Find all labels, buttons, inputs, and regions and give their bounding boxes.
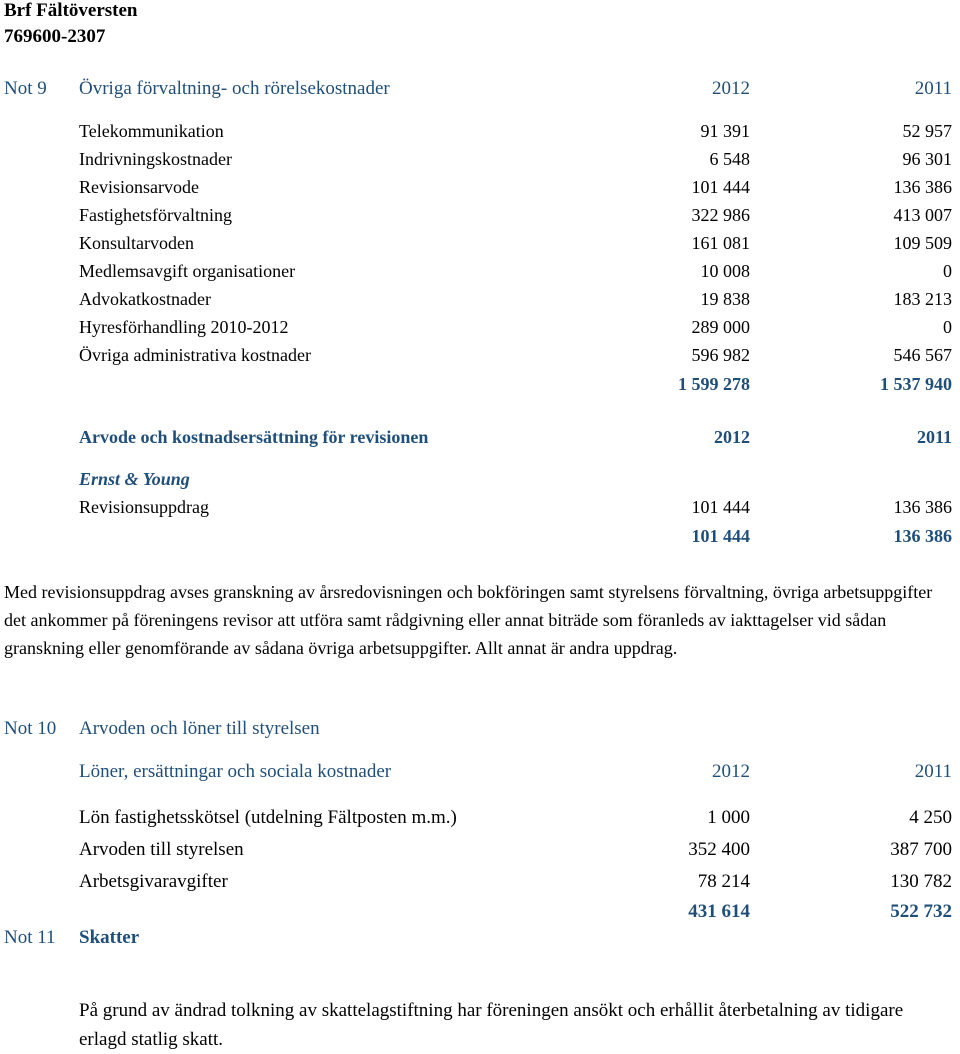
table-row-label: Lön fastighetsskötsel (utdelning Fältposten m.m.)	[79, 807, 457, 828]
table-row-2012: 322 986	[691, 205, 750, 225]
table-row-label: Fastighetsförvaltning	[79, 205, 232, 225]
table-row-2012: 91 391	[700, 121, 750, 141]
note-10-total-2011: 522 732	[890, 901, 952, 922]
audit-total-2012: 101 444	[691, 526, 750, 546]
table-row-2011: 0	[943, 261, 952, 281]
organization-number: 769600-2307	[4, 26, 106, 47]
table-row-2012: 101 444	[691, 177, 750, 197]
table-row-2011: 109 509	[893, 233, 952, 253]
table-row-2011: 130 782	[890, 871, 952, 892]
note-10-col-2011: 2011	[914, 761, 952, 782]
note-9-number: Not 9	[4, 78, 47, 99]
table-row-label: Arbetsgivaravgifter	[79, 871, 228, 892]
table-row-2012: 1 000	[707, 807, 750, 828]
note-9-total-2012: 1 599 278	[678, 374, 750, 394]
note-10-subtitle: Löner, ersättningar och sociala kostnader	[79, 761, 392, 782]
note-10-col-2012: 2012	[712, 761, 750, 782]
audit-section-title: Arvode och kostnadsersättning för revisionen	[79, 427, 429, 447]
table-row-label: Advokatkostnader	[79, 289, 211, 309]
table-row-2011: 4 250	[909, 807, 952, 828]
table-row-label: Arvoden till styrelsen	[79, 839, 244, 860]
table-row-2012: 596 982	[691, 345, 750, 365]
table-row-2011: 387 700	[890, 839, 952, 860]
table-row-2011: 136 386	[893, 177, 952, 197]
table-row-label: Hyresförhandling 2010-2012	[79, 317, 289, 337]
note-9-col-2012: 2012	[712, 78, 750, 99]
note-11-title: Skatter	[79, 927, 140, 948]
table-row-2011: 0	[943, 317, 952, 337]
note-10-number: Not 10	[4, 718, 57, 739]
table-row-2011: 413 007	[893, 205, 952, 225]
audit-total-2011: 136 386	[893, 526, 952, 546]
table-row-label: Revisionsarvode	[79, 177, 199, 197]
table-row-2012: 161 081	[691, 233, 750, 253]
table-row-2012: 10 008	[700, 261, 750, 281]
organization-name: Brf Fältöversten	[4, 0, 138, 21]
note-11-number: Not 11	[4, 927, 56, 948]
table-row-label: Telekommunikation	[79, 121, 224, 141]
note-10-title: Arvoden och löner till styrelsen	[79, 718, 320, 739]
table-row-label: Konsultarvoden	[79, 233, 194, 253]
audit-row-label: Revisionsuppdrag	[79, 497, 209, 517]
audit-firm-name: Ernst & Young	[79, 469, 190, 489]
audit-row-2011: 136 386	[893, 497, 952, 517]
table-row-2012: 19 838	[700, 289, 750, 309]
table-row-2012: 6 548	[709, 149, 750, 169]
note-9-total-2011: 1 537 940	[880, 374, 952, 394]
table-row-label: Indrivningskostnader	[79, 149, 232, 169]
audit-row-2012: 101 444	[691, 497, 750, 517]
note-11-paragraph: På grund av ändrad tolkning av skattelagstiftning har föreningen ansökt och erhållit återbetalning av tidigare erlagd statlig skatt.	[79, 1000, 904, 1050]
table-row-label: Medlemsavgift organisationer	[79, 261, 296, 281]
note-9-col-2011: 2011	[914, 78, 952, 99]
audit-paragraph: Med revisionsuppdrag avses granskning av årsredovisningen och bokföringen samt styrelsens förvaltning, övriga arbetsuppgifter det ankommer på föreningens revisor att utföra samt rådgivning eller annat biträde som föranleds av iakttagelser vid sådan granskning eller genomförande av sådana övriga arbetsuppgifter. Allt annat är andra uppdrag.	[4, 582, 933, 658]
table-row-2012: 78 214	[697, 871, 750, 892]
table-row-2011: 546 567	[893, 345, 952, 365]
note-9-title: Övriga förvaltning- och rörelsekostnader	[79, 78, 390, 99]
audit-col-2012: 2012	[714, 427, 750, 447]
table-row-2011: 96 301	[902, 149, 952, 169]
table-row-2012: 352 400	[688, 839, 750, 860]
table-row-2012: 289 000	[691, 317, 750, 337]
table-row-2011: 183 213	[893, 289, 952, 309]
table-row-2011: 52 957	[902, 121, 952, 141]
note-10-total-2012: 431 614	[688, 901, 750, 922]
audit-col-2011: 2011	[916, 427, 952, 447]
table-row-label: Övriga administrativa kostnader	[79, 345, 311, 365]
